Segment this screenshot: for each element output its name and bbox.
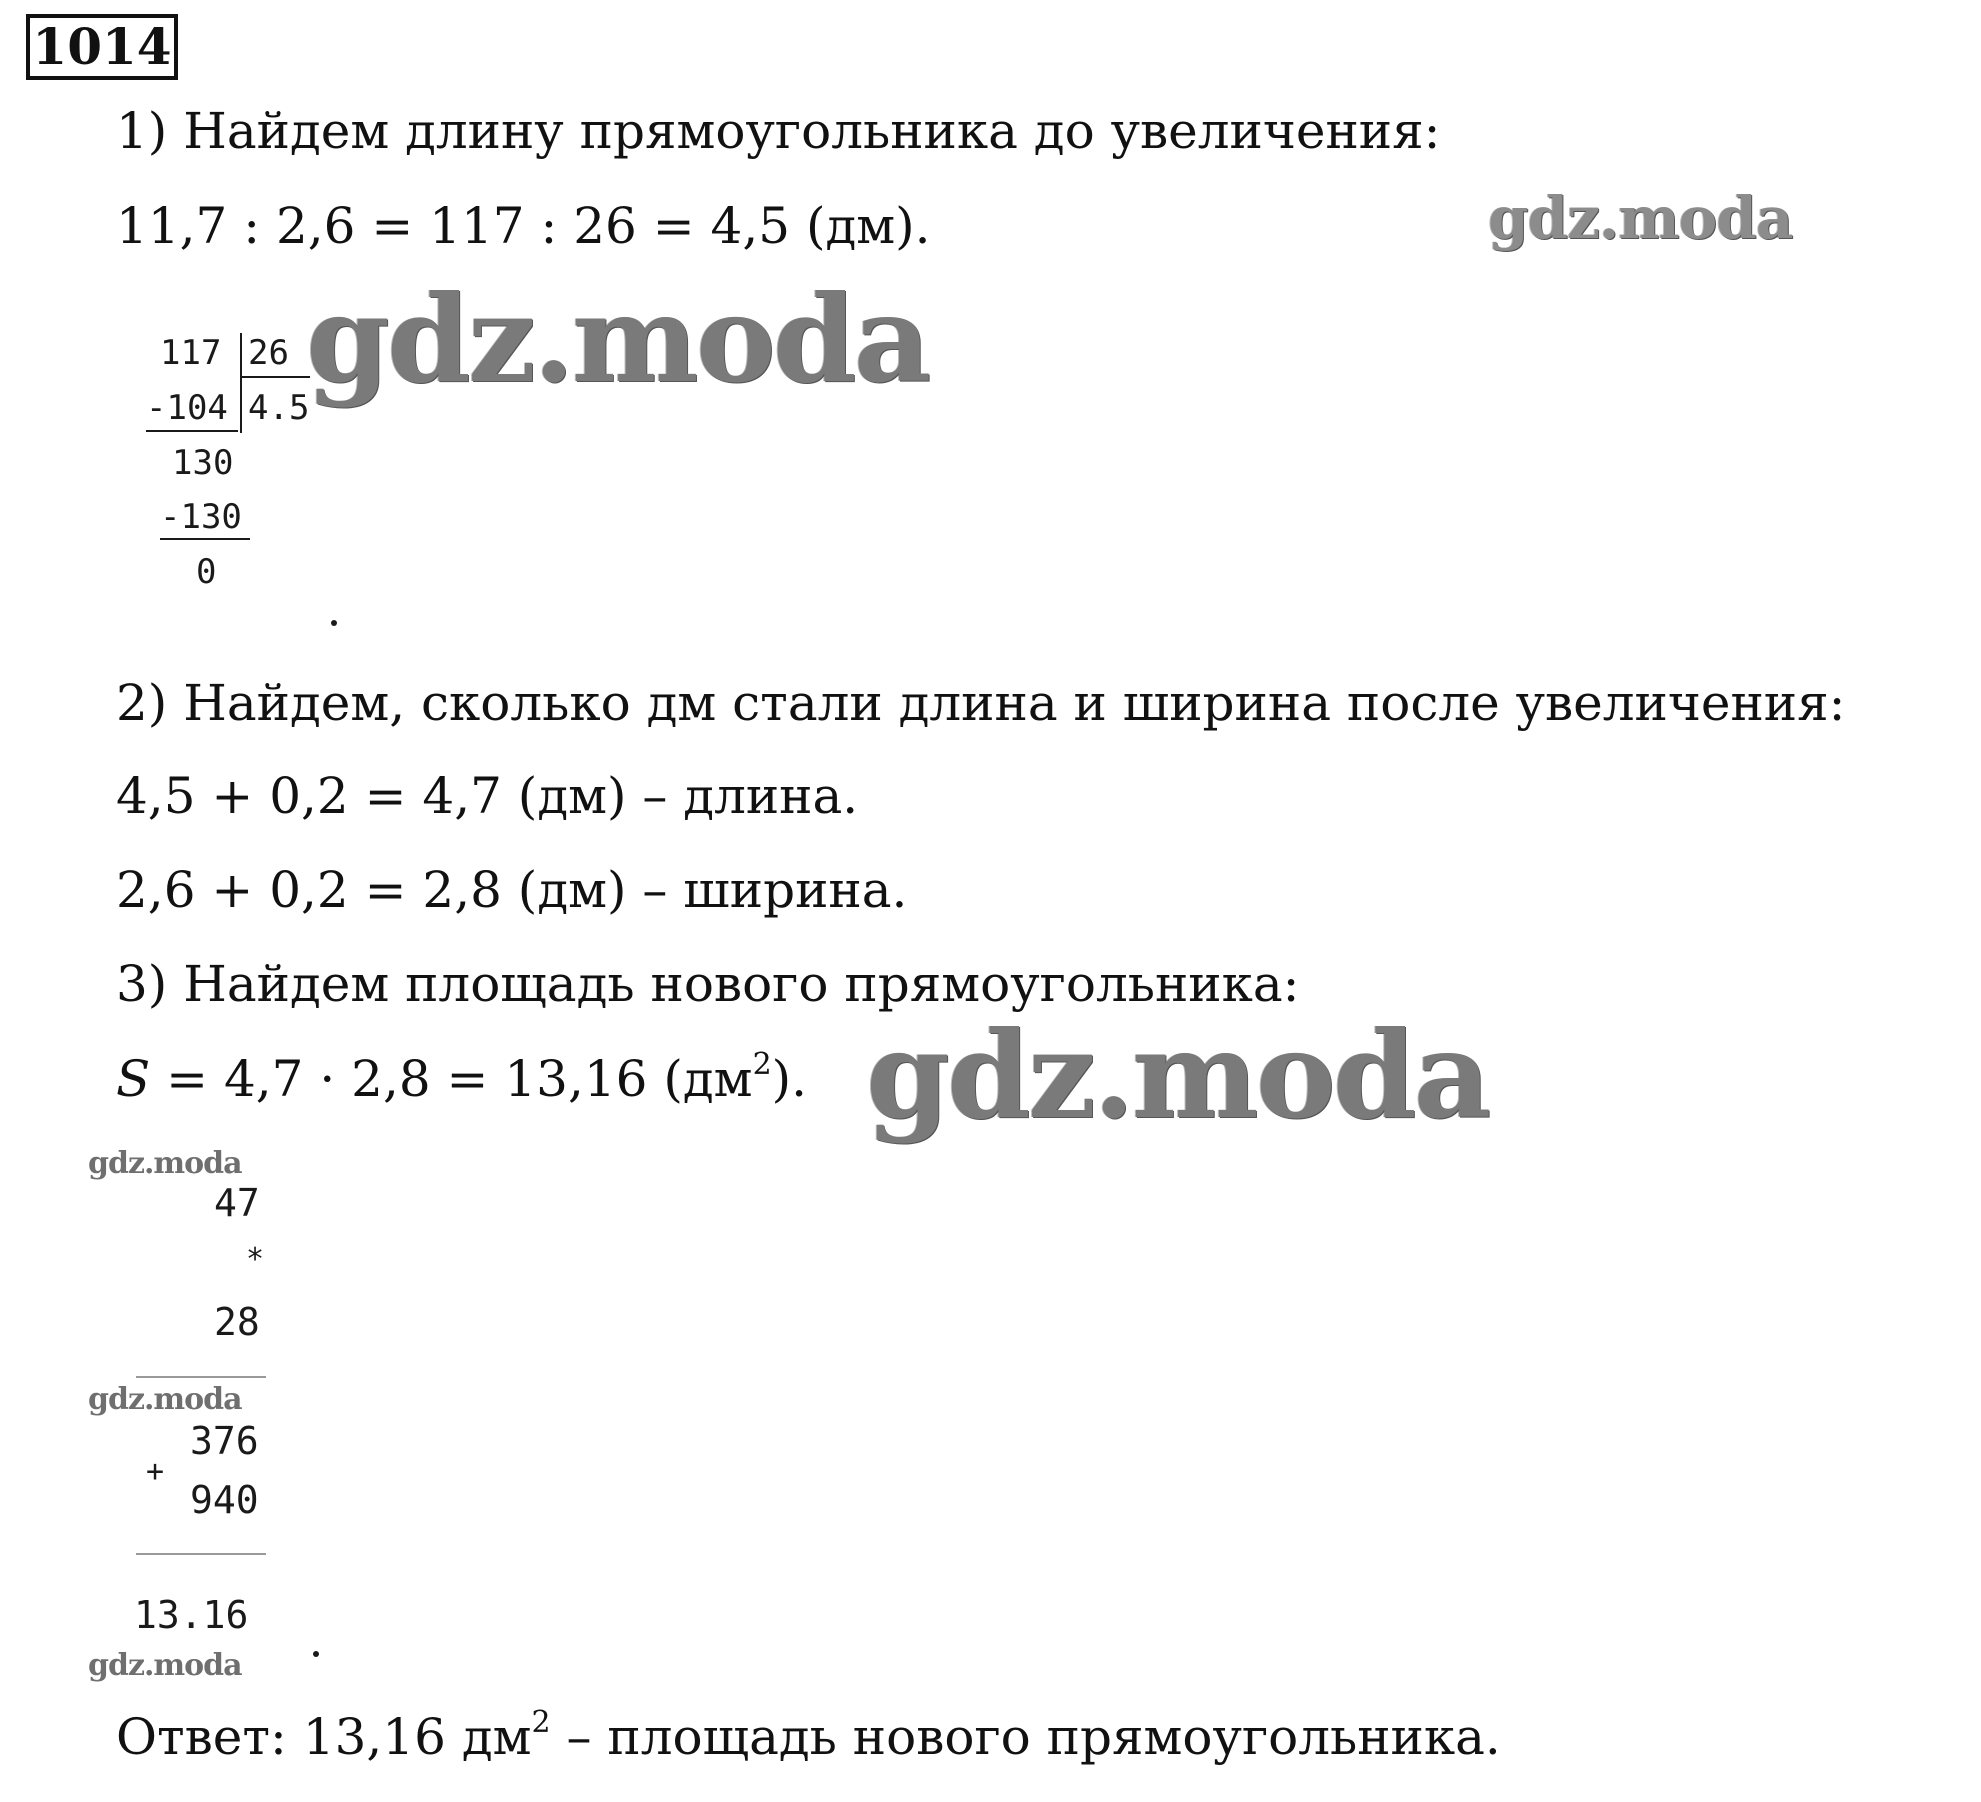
answer-suffix: – площадь нового прямоугольника. <box>550 1708 1501 1766</box>
period-mark <box>331 620 337 626</box>
mult-rule-2 <box>136 1553 266 1555</box>
mult-operator: * <box>246 1242 265 1277</box>
watermark-small-3: gdz.moda <box>88 1648 242 1683</box>
watermark-small-1: gdz.moda <box>88 1146 242 1181</box>
watermark-middle: gdz.moda <box>866 1005 1489 1146</box>
area-expression: = 4,7 · 2,8 = 13,16 (дм <box>150 1050 753 1108</box>
mult-partial-1: 376 <box>190 1419 259 1463</box>
area-exponent: 2 <box>752 1047 772 1082</box>
area-variable: S <box>116 1050 151 1108</box>
division-dividend: 117 <box>160 333 222 373</box>
division-subtract-2: -130 <box>160 497 242 537</box>
mult-partial-2: 940 <box>190 1478 259 1522</box>
division-remainder-1: 130 <box>172 443 234 483</box>
division-quotient: 4.5 <box>248 388 310 428</box>
watermark-small-2: gdz.moda <box>88 1382 242 1417</box>
answer-line <box>116 1707 1501 1767</box>
step1-heading: 1) Найдем длину прямоугольника до увеличения: <box>116 102 1441 160</box>
watermark-top: gdz.moda <box>306 269 929 410</box>
division-subtract-1: -104 <box>146 388 228 428</box>
area-end: ). <box>771 1050 808 1108</box>
division-vertical-line <box>240 333 242 433</box>
watermark-top-right: gdz.moda <box>1488 184 1793 252</box>
mult-plus: + <box>146 1454 165 1489</box>
answer-exponent: 2 <box>531 1705 551 1740</box>
mult-factor-2: 28 <box>214 1300 260 1344</box>
period-mark-2 <box>313 1651 319 1657</box>
answer-prefix: Ответ: 13,16 дм <box>116 1708 532 1766</box>
mult-result: 13.16 <box>134 1593 249 1637</box>
step2-heading: 2) Найдем, сколько дм стали длина и ширина после увеличения: <box>116 674 1846 732</box>
mult-rule-1 <box>136 1376 266 1378</box>
problem-number: 1014 <box>26 14 178 80</box>
division-rule-2 <box>160 538 250 540</box>
step3-heading: 3) Найдем площадь нового прямоугольника: <box>116 955 1300 1013</box>
division-divisor-line <box>240 376 310 378</box>
step1-equation: 11,7 : 2,6 = 117 : 26 = 4,5 (дм). <box>116 197 931 255</box>
step2-width: 2,6 + 0,2 = 2,8 (дм) – ширина. <box>116 861 908 919</box>
division-remainder-2: 0 <box>196 552 217 592</box>
division-rule-1 <box>146 430 238 432</box>
division-divisor: 26 <box>248 333 289 373</box>
step2-length: 4,5 + 0,2 = 4,7 (дм) – длина. <box>116 767 859 825</box>
step3-area <box>116 1049 807 1109</box>
mult-factor-1: 47 <box>214 1181 260 1225</box>
